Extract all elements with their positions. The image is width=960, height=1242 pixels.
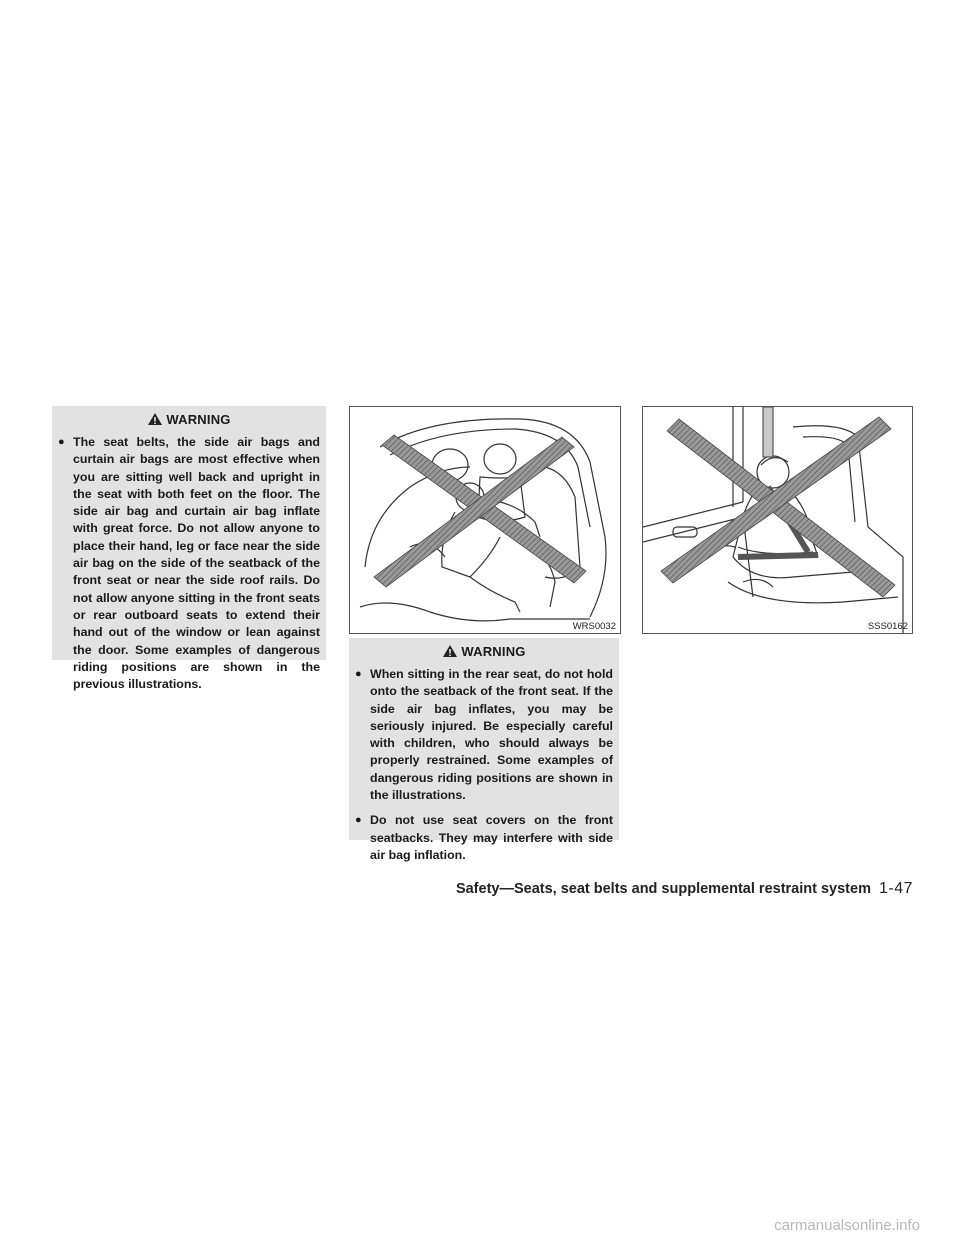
warning-triangle-icon [147, 412, 163, 426]
warning-heading-label: WARNING [166, 411, 231, 427]
watermark: carmanualsonline.info [774, 1217, 920, 1234]
bullet-icon: ● [355, 814, 362, 827]
warning-item-text: When sitting in the rear seat, do not hold onto the seatback of the front seat. If the side air bag inflates, you may be seriously injured. Be especially careful with children, who should always be properly restrained. Some examples of dangerous riding positions are shown in the illustrations. [370, 667, 613, 803]
warning-item-text: Do not use seat covers on the front seatbacks. They may interfere with side air bag inflation. [370, 813, 613, 862]
warning-heading [349, 640, 619, 662]
figure-code: SSS0162 [867, 621, 908, 632]
warning-box-left [52, 406, 326, 692]
page-number: 1-47 [878, 880, 913, 897]
warning-item [58, 434, 320, 693]
bullet-icon: ● [355, 668, 362, 680]
warning-heading [52, 408, 326, 430]
warning-item-text: The seat belts, the side air bags and curtain air bags are most effective when you are sitting well back and upright in the seat with both feet on the floor. The side air bag and curtain air bag inflate with great force. Do not allow anyone to place their hand, leg or face near the side air bag on the side of the seatback of the front seat or near the side roof rails. Do not allow anyone sitting in the front seats or rear outboard seats to extend their hand out of the window or lean against the door. Some examples of dangerous riding positions are shown in the previous illustrations. [73, 435, 320, 692]
leaning-occupant-illustration [643, 407, 912, 633]
illustration-front-seat-leaning [642, 406, 913, 634]
bullet-icon: ● [58, 436, 65, 448]
page-footer [456, 880, 913, 898]
section-title: Safety—Seats, seat belts and supplemental restraint system [455, 881, 871, 897]
warning-triangle-icon [442, 644, 458, 658]
warning-box-middle [349, 638, 619, 862]
rear-seat-occupant-illustration [350, 407, 620, 633]
warning-item [355, 666, 613, 804]
illustration-rear-seat-warning [349, 406, 621, 634]
warning-heading-label: WARNING [461, 643, 526, 659]
warning-item [355, 812, 613, 864]
figure-code: WRS0032 [572, 621, 616, 632]
